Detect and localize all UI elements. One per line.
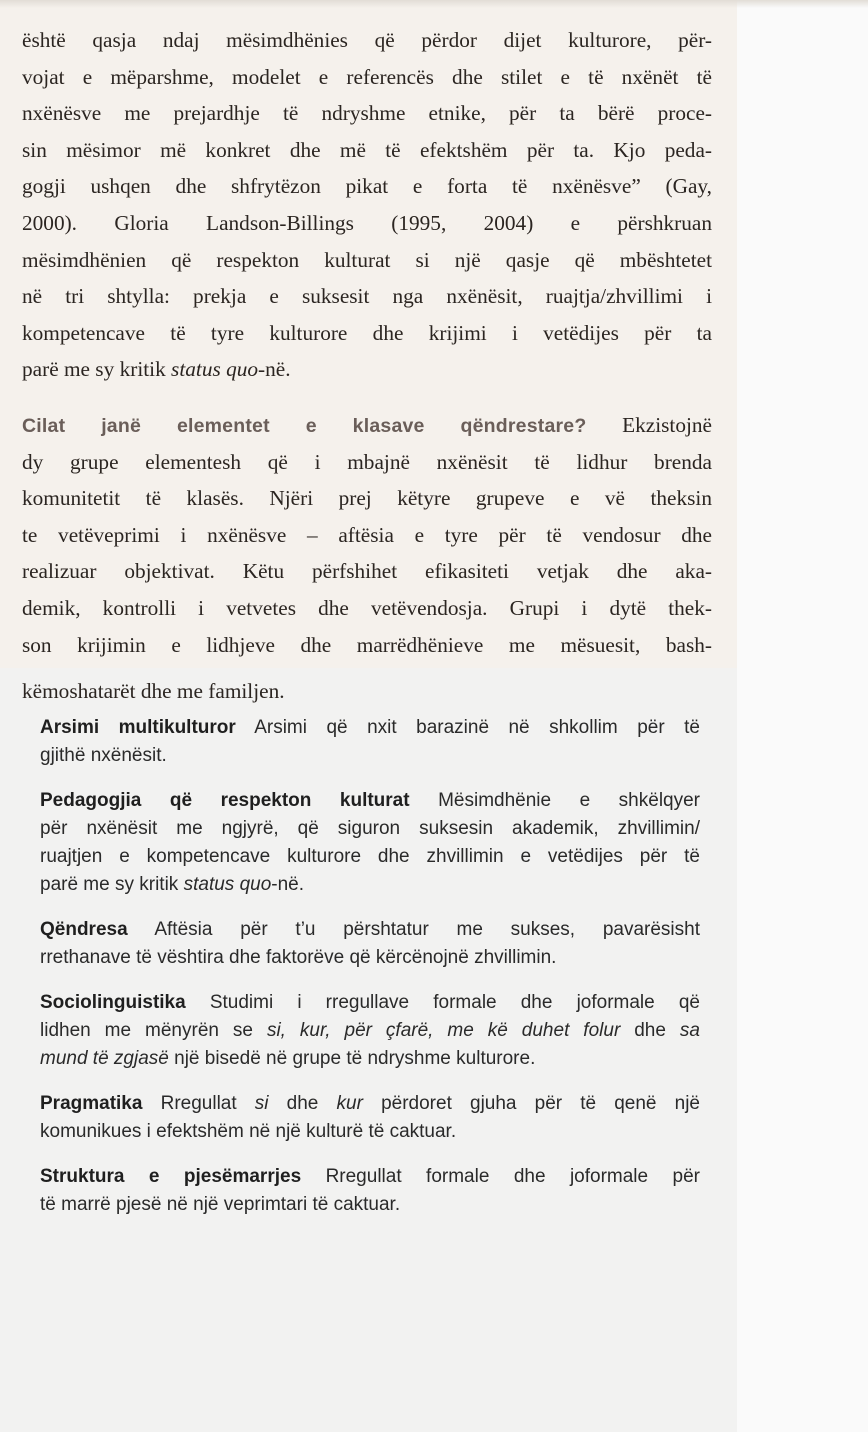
glossary-term: Pragmatika: [40, 1093, 143, 1114]
glossary-term: Arsimi multikulturor: [40, 717, 236, 738]
text-line: [22, 242, 712, 279]
glossary-term: Struktura e pjesëmarrjes: [40, 1166, 302, 1187]
text-line: [22, 278, 712, 315]
italic-text: status quo: [183, 874, 272, 895]
text-run: është qasja ndaj mësimdhënies që përdor dijet kulturore, për-: [22, 28, 712, 52]
glossary-line: [40, 714, 700, 742]
text-run: Rregullat formale dhe joformale për: [301, 1166, 700, 1187]
glossary-line: [40, 1191, 700, 1219]
glossary-line: [40, 989, 700, 1017]
italic-text: status quo: [171, 357, 259, 382]
glossary-entry: [40, 1090, 700, 1146]
text-run: realizuar objektivat. Këtu përfshihet efikasiteti vetjak dhe aka-: [22, 559, 712, 584]
glossary-entry: [40, 916, 700, 972]
text-line: [22, 553, 712, 590]
text-run: te vetëveprimi i nxënësve – aftësia e tyre për të vendosur dhe: [22, 522, 712, 547]
text-line: [22, 315, 712, 352]
text-run: lidhen me mënyrën se: [40, 1020, 267, 1041]
text-line: [22, 444, 712, 481]
glossary-entry: [40, 787, 700, 899]
text-run: Mësimdhënie e shkëlqyer: [409, 790, 700, 811]
text-run: sin mësimor më konkret dhe më të efektshëm për ta. Kjo peda-: [22, 137, 712, 162]
text-run: të marrë pjesë në një veprimtari të caktuar.: [40, 1194, 401, 1215]
text-run: -në.: [258, 357, 291, 382]
text-run: kompetencave të tyre kulturore dhe krijimi i vetëdijes për ta: [22, 320, 712, 345]
text-line: [22, 407, 712, 444]
italic-text: si, kur, për çfarë, me kë duhet folur: [266, 1020, 621, 1041]
text-run: parë me sy kritik: [22, 357, 172, 382]
glossary-line: [40, 843, 700, 871]
text-run: Aftësia për t’u përshtatur me sukses, pavarësisht: [127, 919, 700, 940]
closing-text: këmoshatarët dhe me familjen.: [22, 679, 285, 703]
glossary-term: Qëndresa: [40, 919, 128, 940]
text-line: [22, 590, 712, 627]
glossary-entry: [40, 1163, 700, 1219]
text-line: [22, 95, 712, 132]
text-run: dhe: [268, 1093, 337, 1114]
glossary-line: [40, 944, 700, 972]
paragraph-2-closing-line: [22, 673, 285, 709]
text-run: parë me sy kritik: [40, 874, 184, 895]
body-paragraph-1: [22, 22, 712, 388]
text-line: [22, 59, 712, 96]
text-run: ruajtjen e kompetencave kulturore dhe zhvillimin e vetëdijes për të: [40, 846, 700, 867]
italic-text: sa: [679, 1020, 700, 1041]
text-run: nxënësve me prejardhje të ndryshme etnike, për ta bërë proce-: [22, 101, 712, 126]
glossary-entry: [40, 714, 700, 770]
text-run: gogji ushqen dhe shfrytëzon pikat e forta të nxënësve” (Gay,: [22, 174, 712, 199]
italic-text: si: [254, 1093, 269, 1114]
text-run: komunikues i efektshëm në një kulturë të caktuar.: [40, 1121, 457, 1142]
text-run: komunitetit të klasës. Njëri prej këtyre grupeve e vë theksin: [22, 486, 712, 511]
glossary-term: Pedagogjia që respekton kulturat: [40, 790, 410, 811]
text-line: [22, 517, 712, 554]
text-run: Arsimi që nxit barazinë në shkollim për të: [235, 717, 700, 738]
text-run: për nxënësit me ngjyrë, që siguron suksesin akademik, zhvillimin/: [40, 818, 700, 839]
glossary-line: [40, 1045, 700, 1073]
text-line: [22, 480, 712, 517]
glossary-line: [40, 742, 700, 770]
text-run: Studimi i rregullave formale dhe joformale që: [185, 992, 700, 1013]
body-paragraph-2: [22, 407, 712, 663]
text-line: [22, 351, 712, 388]
glossary-line: [40, 916, 700, 944]
text-line: [22, 168, 712, 205]
glossary-line: [40, 1017, 700, 1045]
text-run: demik, kontrolli i vetvetes dhe vetëvendosja. Grupi i dytë thek-: [22, 595, 712, 620]
text-run: një bisedë në grupe të ndryshme kulturore.: [168, 1048, 536, 1069]
italic-text: kur: [336, 1093, 363, 1114]
glossary-line: [40, 787, 700, 815]
text-run: rrethanave të vështira dhe faktorëve që kërcënojnë zhvillimin.: [40, 947, 557, 968]
text-line: [22, 22, 712, 59]
text-run: 2000). Gloria Landson-Billings (1995, 2004) e përshkruan: [22, 210, 712, 235]
text-run: dhe: [620, 1020, 680, 1041]
text-run: son krijimin e lidhjeve dhe marrëdhënieve me mësuesit, bash-: [22, 632, 712, 657]
text-line: [22, 205, 712, 242]
text-run: përdoret gjuha për të qenë një: [362, 1093, 700, 1114]
glossary-line: [40, 815, 700, 843]
page-top-edge: [0, 0, 868, 8]
section-question-heading: Cilat janë elementet e klasave qëndrestare?: [22, 415, 587, 437]
glossary-line: [40, 1090, 700, 1118]
italic-text: mund të zgjasë: [40, 1048, 169, 1069]
text-run: vojat e mëparshme, modelet e referencës dhe stilet e të nxënët të: [22, 64, 712, 89]
text-run: Ekzistojnë: [586, 413, 712, 437]
text-line: [22, 627, 712, 664]
scan-right-margin: [737, 0, 868, 1432]
text-run: dy grupe elementesh që i mbajnë nxënësit të lidhur brenda: [22, 449, 712, 474]
glossary-term: Sociolinguistika: [40, 992, 186, 1013]
glossary-line: [40, 1118, 700, 1146]
glossary-entry: [40, 989, 700, 1073]
glossary-line: [40, 1163, 700, 1191]
text-line: [22, 132, 712, 169]
text-run: në tri shtylla: prekja e suksesit nga nxënësit, ruajtja/zhvillimi i: [22, 284, 712, 309]
text-run: gjithë nxënësit.: [40, 745, 167, 766]
text-run: mësimdhënien që respekton kulturat si një qasje që mbështetet: [22, 247, 712, 272]
glossary-line: [40, 871, 700, 899]
glossary-box: [40, 714, 700, 1236]
text-run: -në.: [271, 874, 305, 895]
text-run: Rregullat: [142, 1093, 255, 1114]
